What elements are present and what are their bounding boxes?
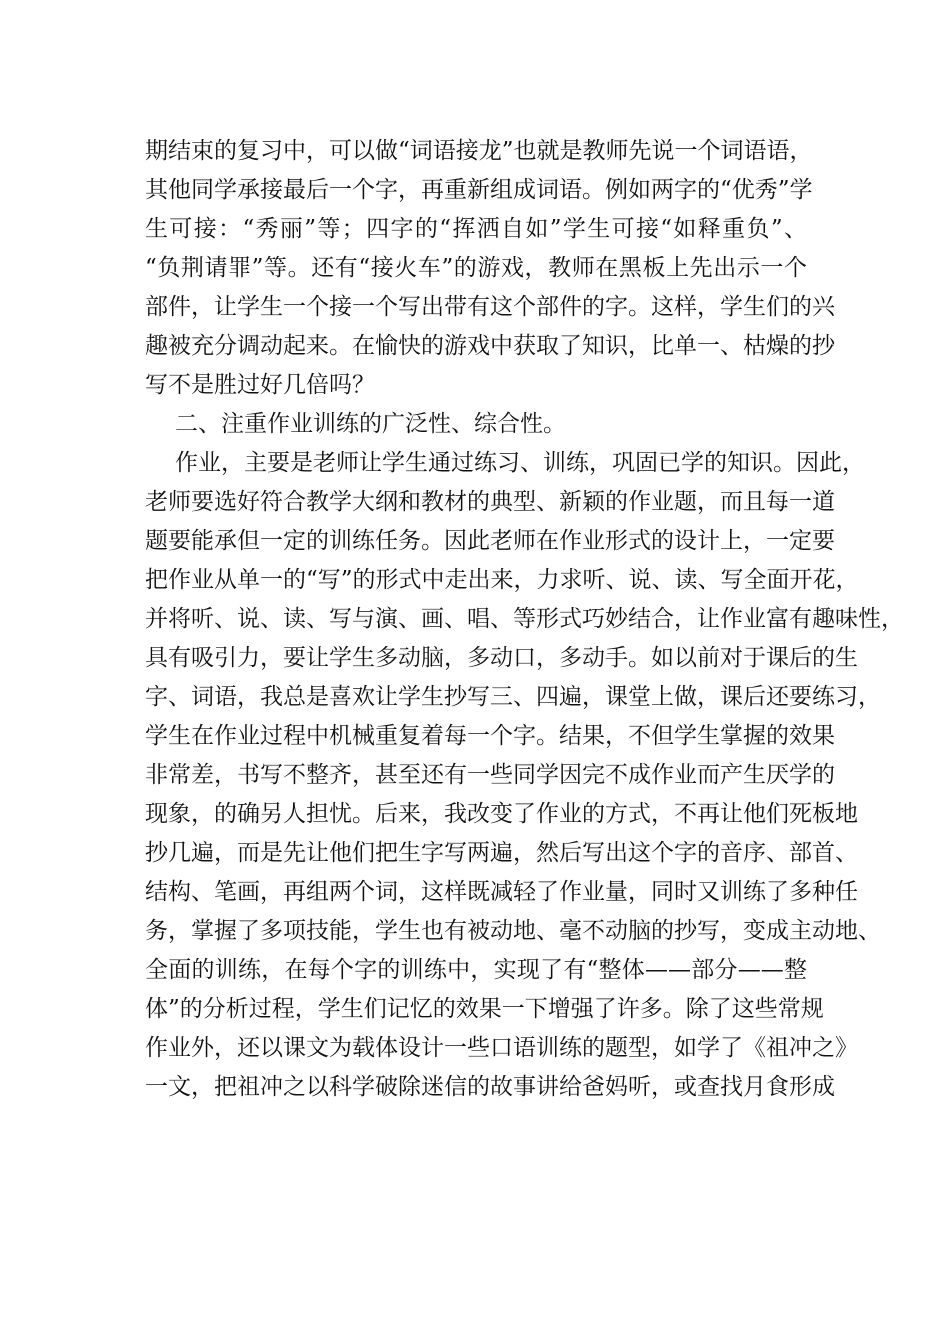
text-line: 非常差，书写不整齐，甚至还有一些同学因完不成作业而产生厌学的 xyxy=(145,762,835,788)
text-line: 题要能承但一定的训练任务。因此老师在作业形式的设计上，一定要 xyxy=(145,528,835,554)
text-line: 把作业从单一的“写”的形式中走出来，力求听、说、读、写全面开花， xyxy=(145,567,859,593)
section-heading: 二、注重作业训练的广泛性、综合性。 xyxy=(175,411,566,437)
text-line: 结构、笔画，再组两个词，这样既减轻了作业量，同时又训练了多种任 xyxy=(145,879,858,905)
text-line: 学生在作业过程中机械重复着每一个字。结果，不但学生掌握的效果 xyxy=(145,723,835,749)
text-line: 务，掌握了多项技能，学生也有被动地、毫不动脑的抄写，变成主动地、 xyxy=(145,918,881,944)
text-line: 其他同学承接最后一个字，再重新组成词语。例如两字的“优秀”学 xyxy=(145,177,813,203)
text-line: 一文，把祖冲之以科学破除迷信的故事讲给爸妈听，或查找月食形成 xyxy=(145,1074,835,1100)
text-line: 抄几遍，而是先让他们把生字写两遍，然后写出这个字的音序、部首、 xyxy=(145,840,858,866)
text-line: 趣被充分调动起来。在愉快的游戏中获取了知识，比单一、枯燥的抄 xyxy=(145,333,835,359)
text-line: 写不是胜过好几倍吗？ xyxy=(145,372,375,398)
text-line: 作业外，还以课文为载体设计一些口语训练的题型，如学了《祖冲之》 xyxy=(145,1035,858,1061)
text-line: 期结束的复习中，可以做“词语接龙”也就是教师先说一个词语语， xyxy=(145,138,813,164)
text-line: 生可接：“秀丽”等；四字的“挥洒自如”学生可接“如释重负”、 xyxy=(145,216,807,242)
text-line: 体”的分析过程，学生们记忆的效果一下增强了许多。除了这些常规 xyxy=(145,996,824,1022)
text-line: 全面的训练，在每个字的训练中，实现了有“整体——部分——整 xyxy=(145,957,807,983)
text-line: 字、词语，我总是喜欢让学生抄写三、四遍，课堂上做，课后还要练习， xyxy=(145,684,881,710)
text-line: 具有吸引力，要让学生多动脑，多动口，多动手。如以前对于课后的生 xyxy=(145,645,858,671)
text-line: 部件，让学生一个接一个写出带有这个部件的字。这样，学生们的兴 xyxy=(145,294,835,320)
text-line: “负荆请罪”等。还有“接火车”的游戏，教师在黑板上先出示一个 xyxy=(145,255,807,281)
text-line: 现象，的确另人担忧。后来，我改变了作业的方式，不再让他们死板地 xyxy=(145,801,858,827)
body-text xyxy=(145,132,904,1107)
text-line: 并将听、说、读、写与演、画、唱、等形式巧妙结合，让作业富有趣味性， xyxy=(145,606,904,632)
text-line: 老师要选好符合教学大纲和教材的典型、新颖的作业题，而且每一道 xyxy=(145,489,835,515)
text-line: 作业，主要是老师让学生通过练习、训练，巩固已学的知识。因此， xyxy=(175,450,865,476)
